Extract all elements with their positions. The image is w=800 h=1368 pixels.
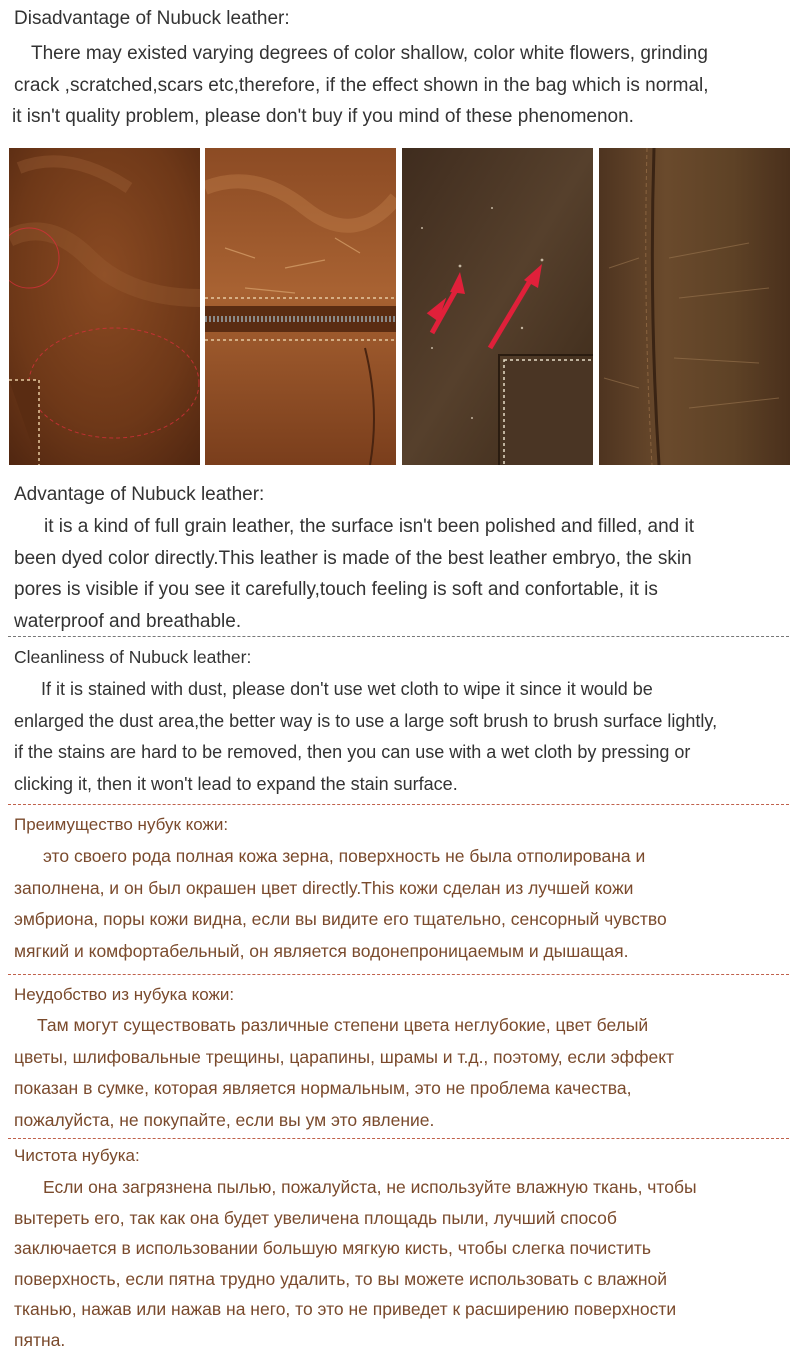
section-title-disadvantage-ru: Неудобство из нубука кожи:: [14, 985, 235, 1004]
leather-closeup-seam-scratches-photo: [599, 148, 790, 465]
section-body-disadvantage-en: [14, 38, 794, 133]
text-line: waterproof and breathable.: [14, 610, 242, 632]
text-line: это своего рода полная кожа зерна, поверхность не была отполирована и: [43, 846, 646, 866]
text-line: enlarged the dust area,the better way is to use a large soft brush to brush surface lightly,: [14, 710, 718, 731]
section-body-cleanliness-ru: [14, 1172, 794, 1355]
section-title-advantage-ru: Преимущество нубук кожи:: [14, 815, 229, 834]
text-line: clicking it, then it won't lead to expand the stain surface.: [14, 773, 458, 794]
section-body-advantage-ru: [14, 841, 794, 967]
section-title-cleanliness-ru: Чистота нубука:: [14, 1146, 140, 1165]
text-line: пятна.: [14, 1329, 66, 1350]
text-line: There may existed varying degrees of color shallow, color white flowers, grinding: [31, 43, 708, 64]
text-line: been dyed color directly.This leather is made of the best leather embryo, the skin: [14, 547, 692, 569]
text-line: вытереть его, так как она будет увеличена площадь пыли, лучший способ: [14, 1207, 617, 1228]
text-line: if the stains are hard to be removed, then you can use with a wet cloth by pressing or: [14, 742, 691, 762]
section-title-disadvantage-en: Disadvantage of Nubuck leather:: [14, 8, 290, 29]
text-line: If it is stained with dust, please don't use wet cloth to wipe it since it would be: [41, 679, 653, 699]
leather-closeup-circled-flaw-photo: [9, 148, 200, 465]
section-title-advantage-en: Advantage of Nubuck leather:: [14, 484, 265, 505]
text-line: заполнена, и он был окрашен цвет directly.This кожи сделан из лучшей кожи: [14, 877, 634, 898]
dashed-divider: [8, 636, 789, 637]
text-line: pores is visible if you see it carefully,touch feeling is soft and confortable, it is: [14, 579, 658, 600]
dashed-divider: [8, 804, 789, 805]
dashed-divider: [8, 974, 789, 975]
text-line: эмбриона, поры кожи видна, если вы видите его тщательно, сенсорный чувство: [14, 909, 667, 929]
text-line: поверхность, если пятна трудно удалить, то вы можете использовать с влажной: [14, 1268, 668, 1289]
leather-closeup-zipper-cracks-photo: [205, 148, 396, 465]
text-line: it isn't quality problem, please don't buy if you mind of these phenomenon.: [12, 106, 634, 127]
leather-closeup-arrows-white-spots-photo: [402, 148, 593, 465]
text-line: показан в сумке, которая является нормальным, это не проблема качества,: [14, 1078, 632, 1098]
text-line: Там могут существовать различные степени цвета неглубокие, цвет белый: [37, 1015, 649, 1035]
text-line: crack ,scratched,scars etc,therefore, if the effect shown in the bag which is normal,: [14, 74, 709, 96]
section-body-disadvantage-ru: [14, 1010, 794, 1136]
text-line: тканью, нажав или нажав на него, то это не приведет к расширению поверхности: [14, 1299, 677, 1319]
text-line: заключается в использовании большую мягкую кисть, чтобы слегка почистить: [14, 1238, 652, 1258]
section-title-cleanliness-en: Cleanliness of Nubuck leather:: [14, 647, 252, 667]
section-body-cleanliness-en: [14, 674, 794, 800]
text-line: мягкий и комфортабельный, он является водонепроницаемым и дышащая.: [14, 940, 629, 961]
text-line: it is a kind of full grain leather, the surface isn't been polished and filled, and it: [44, 516, 695, 537]
dashed-divider: [8, 1138, 789, 1139]
section-body-advantage-en: [14, 511, 794, 637]
text-line: цветы, шлифовальные трещины, царапины, шрамы и т.д., поэтому, если эффект: [14, 1046, 675, 1067]
text-line: Если она загрязнена пылью, пожалуйста, не используйте влажную ткань, чтобы: [43, 1177, 697, 1197]
text-line: пожалуйста, не покупайте, если вы ум это явление.: [14, 1109, 435, 1130]
